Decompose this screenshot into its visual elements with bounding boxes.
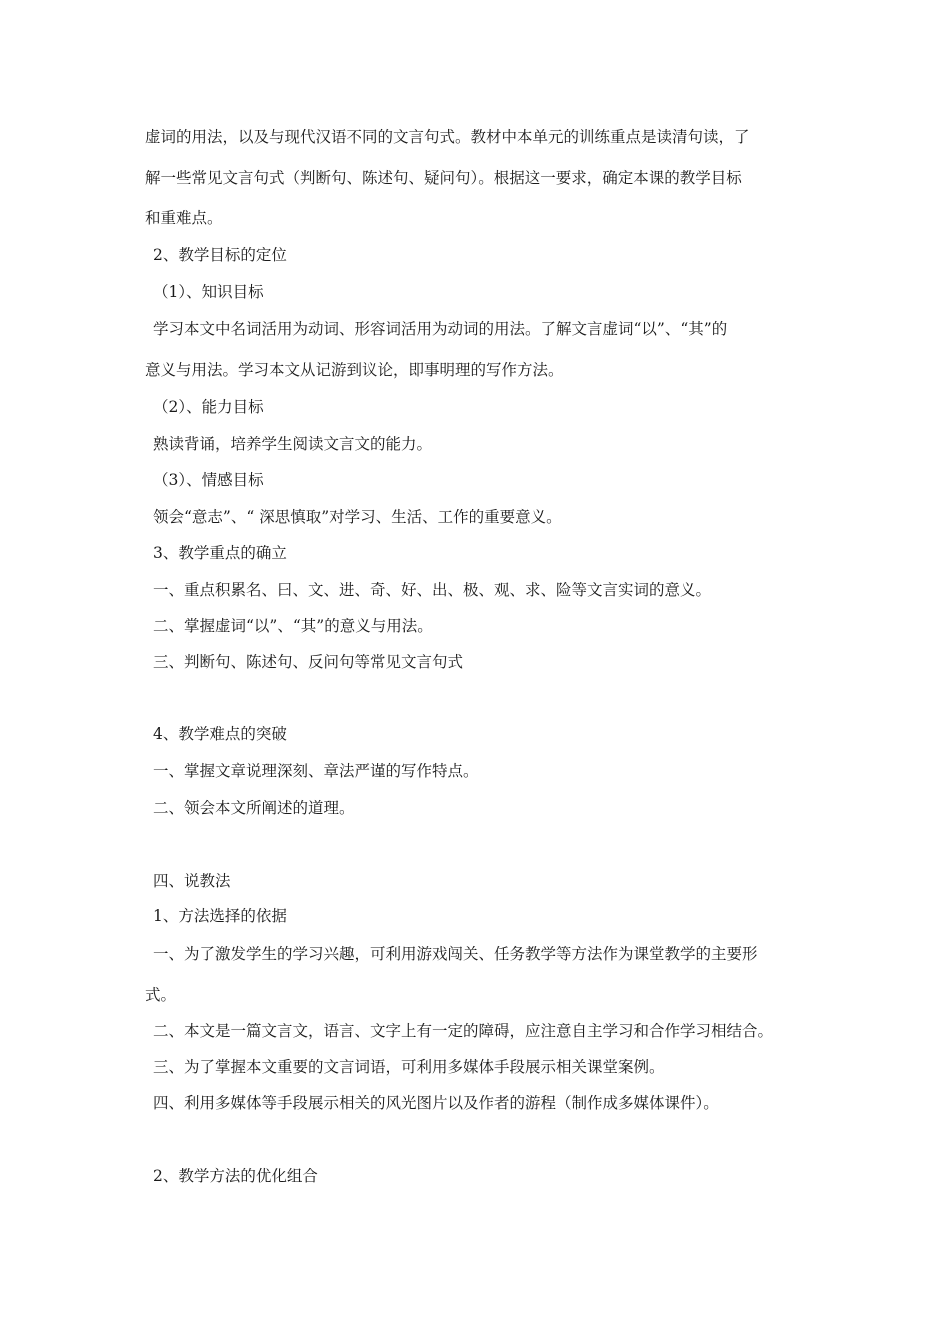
section-heading: 2、教学目标的定位 [153,246,287,264]
paragraph-line: 和重难点。 [145,209,223,227]
paragraph-line: 熟读背诵，培养学生阅读文言文的能力。 [153,435,433,453]
section-heading: 2、教学方法的优化组合 [153,1167,318,1185]
chapter-heading: 四、说教法 [153,872,231,890]
list-item: 三、为了掌握本文重要的文言词语，可利用多媒体手段展示相关课堂案例。 [153,1058,665,1076]
list-item: 二、领会本文所阐述的道理。 [153,799,355,817]
list-item: 一、重点积累名、曰、文、进、奇、好、出、极、观、求、险等文言实词的意义。 [153,581,712,599]
list-item-continuation: 式。 [145,986,177,1004]
subsection-heading: （3）、情感目标 [153,471,264,489]
paragraph-line: 解一些常见文言句式（判断句、陈述句、疑问句）。根据这一要求，确定本课的教学目标 [145,169,742,187]
subsection-heading: （2）、能力目标 [153,398,264,416]
section-heading: 1、方法选择的依据 [153,907,287,925]
paragraph-line: 虚词的用法，以及与现代汉语不同的文言句式。教材中本单元的训练重点是读清句读，了 [145,128,750,146]
subsection-heading: （1）、知识目标 [153,283,264,301]
paragraph-line: 领会“意志”、“ 深思慎取”对学习、生活、工作的重要意义。 [153,508,562,526]
list-item: 二、本文是一篇文言文，语言、文字上有一定的障碍，应注意自主学习和合作学习相结合。 [153,1022,774,1040]
paragraph-line: 意义与用法。学习本文从记游到议论，即事明理的写作方法。 [145,361,564,379]
section-heading: 3、教学重点的确立 [153,544,287,562]
list-item: 二、掌握虚词“以”、“其”的意义与用法。 [153,617,433,635]
list-item: 一、为了激发学生的学习兴趣，可利用游戏闯关、任务教学等方法作为课堂教学的主要形 [153,945,758,963]
paragraph-line: 学习本文中名词活用为动词、形容词活用为动词的用法。了解文言虚词“以”、“其”的 [153,320,728,338]
section-heading: 4、教学难点的突破 [153,725,287,743]
list-item: 三、判断句、陈述句、反问句等常见文言句式 [153,653,464,671]
list-item: 一、掌握文章说理深刻、章法严谨的写作特点。 [153,762,479,780]
list-item: 四、利用多媒体等手段展示相关的风光图片以及作者的游程（制作成多媒体课件）。 [153,1094,719,1112]
